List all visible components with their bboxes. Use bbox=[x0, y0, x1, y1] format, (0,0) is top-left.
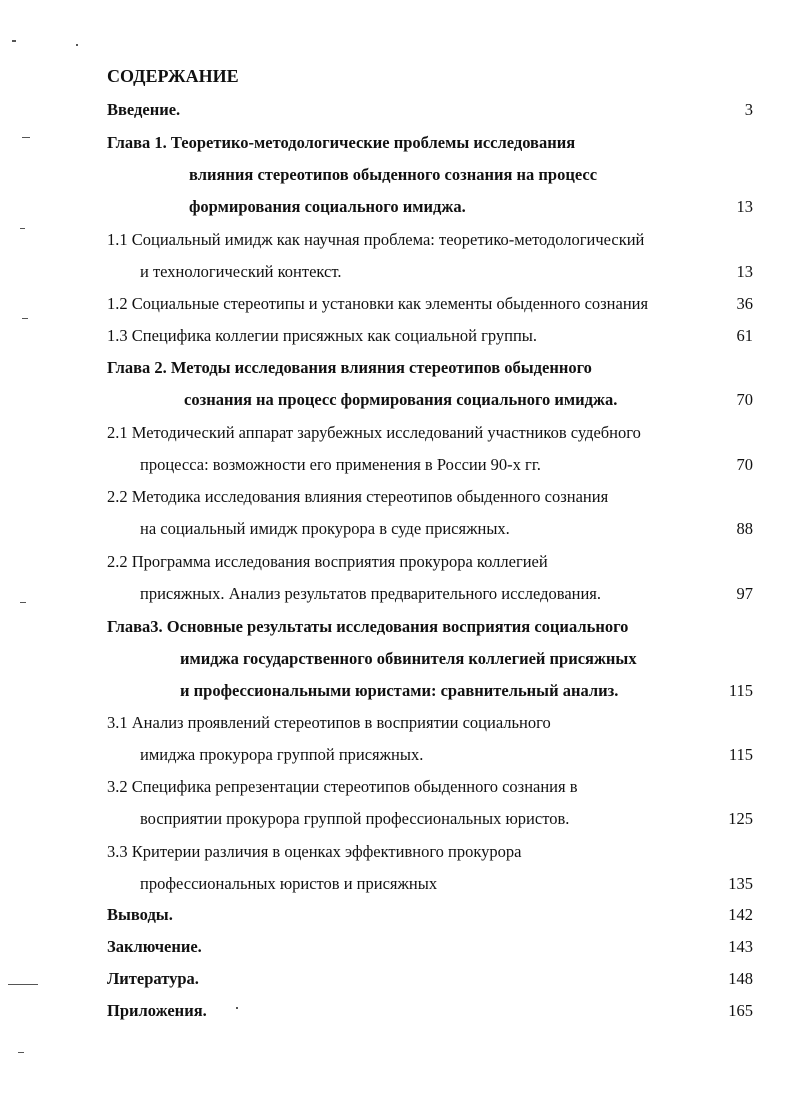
toc-entry-2-2-line-2: на социальный имидж прокурора в суде присяжных. bbox=[140, 519, 510, 538]
toc-page-intro: 3 bbox=[744, 100, 753, 119]
toc-entry-3-1-line-2: имиджа прокурора группой присяжных. bbox=[140, 745, 424, 764]
toc-entry-2-2-line-1: 2.2 Методика исследования влияния стереотипов обыденного сознания bbox=[107, 487, 609, 506]
toc-entry-chapter-1-line-1: Глава 1. Теоретико-методологические проблемы исследования bbox=[107, 133, 576, 152]
toc-page-2-2b: 97 bbox=[736, 584, 753, 603]
toc-entry-2-1-line-1: 2.1 Методический аппарат зарубежных исследований участников судебного bbox=[107, 423, 641, 442]
toc-entry-intro: Введение. bbox=[107, 100, 181, 119]
toc-entry-chapter-1-line-2: влияния стереотипов обыденного сознания на процесс bbox=[189, 165, 598, 184]
toc-entry-summary: Заключение. bbox=[107, 937, 202, 956]
scan-speck bbox=[8, 984, 38, 985]
toc-page-2-2: 88 bbox=[736, 519, 753, 538]
toc-page-1-1: 13 bbox=[736, 262, 753, 281]
toc-page-chapter-3: 115 bbox=[728, 681, 753, 700]
toc-entry-2-2b-line-1: 2.2 Программа исследования восприятия прокурора коллегией bbox=[107, 552, 548, 571]
toc-entry-chapter-1-line-3: формирования социального имиджа. bbox=[189, 197, 466, 216]
toc-entry-1-1-line-1: 1.1 Социальный имидж как научная проблема: теоретико-методологический bbox=[107, 230, 645, 249]
toc-entry-2-1-line-2: процесса: возможности его применения в России 90-х гг. bbox=[140, 455, 541, 474]
scan-speck bbox=[22, 137, 30, 138]
scan-speck bbox=[20, 228, 25, 229]
toc-entry-1-1-line-2: и технологический контекст. bbox=[140, 262, 342, 281]
toc-entry-chapter-3-line-3: и профессиональными юристами: сравнительный анализ. bbox=[180, 681, 619, 700]
scan-speck bbox=[22, 318, 28, 319]
toc-entry-3-3-line-2: профессиональных юристов и присяжных bbox=[140, 874, 438, 893]
toc-page-2-1: 70 bbox=[736, 455, 753, 474]
toc-entry-chapter-3-line-1: Глава3. Основные результаты исследования восприятия социального bbox=[107, 617, 629, 636]
scan-speck bbox=[18, 1052, 24, 1053]
toc-title: СОДЕРЖАНИЕ bbox=[107, 66, 239, 86]
toc-entry-chapter-2-line-1: Глава 2. Методы исследования влияния стереотипов обыденного bbox=[107, 358, 592, 377]
toc-page-3-1: 115 bbox=[728, 745, 753, 764]
toc-page-3-3: 135 bbox=[728, 874, 753, 893]
toc-entry-appendices: Приложения. bbox=[107, 1001, 207, 1020]
toc-page-summary: 143 bbox=[728, 937, 753, 956]
toc-entry-3-3-line-1: 3.3 Критерии различия в оценках эффективного прокурора bbox=[107, 842, 522, 861]
toc-entry-literature: Литература. bbox=[107, 969, 199, 988]
toc-entry-conclusions: Выводы. bbox=[107, 905, 173, 924]
toc-page-3-2: 125 bbox=[728, 809, 753, 828]
toc-entry-1-2: 1.2 Социальные стереотипы и установки как элементы обыденного сознания bbox=[107, 294, 649, 313]
scan-speck bbox=[12, 40, 16, 42]
toc-page-1-2: 36 bbox=[736, 294, 753, 313]
toc-page-literature: 148 bbox=[728, 969, 753, 988]
scan-speck bbox=[236, 1007, 238, 1009]
toc-entry-chapter-3-line-2: имиджа государственного обвинителя коллегией присяжных bbox=[180, 649, 637, 668]
toc-entry-chapter-2-line-2: сознания на процесс формирования социального имиджа. bbox=[184, 390, 618, 409]
toc-page-conclusions: 142 bbox=[728, 905, 753, 924]
toc-entry-3-2-line-2: восприятии прокурора группой профессиональных юристов. bbox=[140, 809, 570, 828]
toc-page-appendices: 165 bbox=[728, 1001, 753, 1020]
toc-page-1-3: 61 bbox=[736, 326, 753, 345]
toc-entry-1-3: 1.3 Специфика коллегии присяжных как социальной группы. bbox=[107, 326, 538, 345]
scan-speck bbox=[20, 602, 26, 603]
toc-entry-2-2b-line-2: присяжных. Анализ результатов предварительного исследования. bbox=[140, 584, 602, 603]
toc-page-chapter-2: 70 bbox=[736, 390, 753, 409]
toc-entry-3-2-line-1: 3.2 Специфика репрезентации стереотипов обыденного сознания в bbox=[107, 777, 578, 796]
toc-entry-3-1-line-1: 3.1 Анализ проявлений стереотипов в восприятии социального bbox=[107, 713, 551, 732]
toc-page-chapter-1: 13 bbox=[736, 197, 753, 216]
scan-speck bbox=[76, 44, 78, 46]
